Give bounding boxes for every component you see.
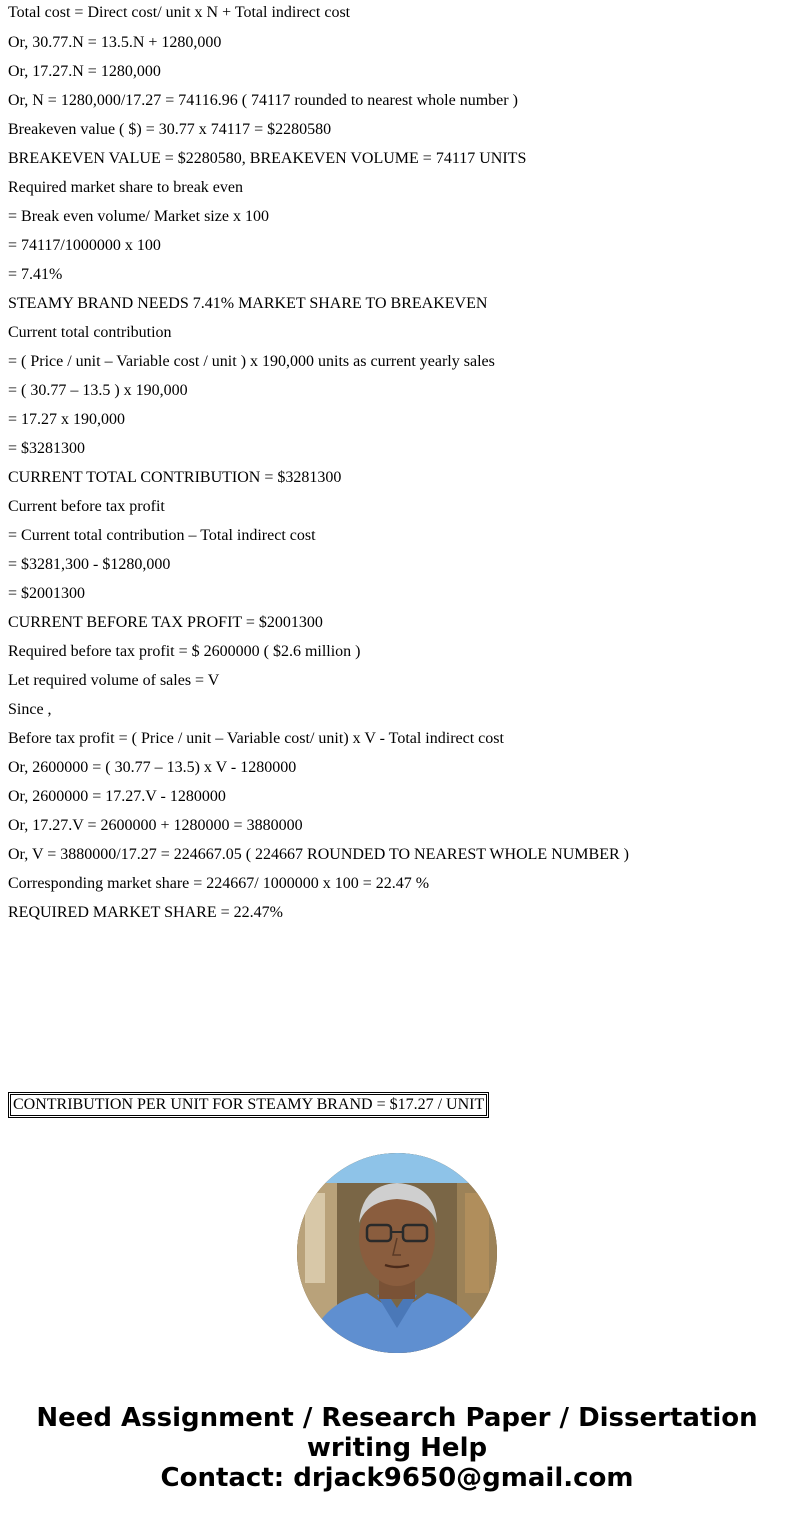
solution-line: Since , [8,701,52,718]
solution-line: Required before tax profit = $ 2600000 ( $2.6 million ) [8,643,361,660]
solution-line: CURRENT TOTAL CONTRIBUTION = $3281300 [8,469,342,486]
solution-line: = $2001300 [8,585,86,602]
promo-contact: Contact: drjack9650@gmail.com [160,1463,634,1493]
solution-line: Current total contribution [8,324,172,341]
solution-line: Total cost = Direct cost/ unit x N + Total indirect cost [8,4,351,21]
solution-line: CURRENT BEFORE TAX PROFIT = $2001300 [8,614,323,631]
solution-line: = ( 30.77 – 13.5 ) x 190,000 [8,382,188,399]
solution-line: Or, 2600000 = ( 30.77 – 13.5) x V - 1280000 [8,759,297,776]
solution-line: Or, V = 3880000/17.27 = 224667.05 ( 224667 ROUNDED TO NEAREST WHOLE NUMBER ) [8,846,629,863]
solution-text [8,0,788,928]
promo-line-2: writing Help [306,1433,488,1463]
solution-line: = Break even volume/ Market size x 100 [8,208,269,225]
solution-line: = 7.41% [8,266,63,283]
answer-box-text: CONTRIBUTION PER UNIT FOR STEAMY BRAND = $17.27 / UNIT [10,1094,487,1116]
solution-line: = 17.27 x 190,000 [8,411,126,428]
solution-line: Or, 2600000 = 17.27.V - 1280000 [8,788,226,805]
solution-line: Or, 30.77.N = 13.5.N + 1280,000 [8,34,222,51]
promo-footer [0,1403,794,1493]
promo-line-1: Need Assignment / Research Paper / Dissertation [36,1403,758,1433]
solution-line: STEAMY BRAND NEEDS 7.41% MARKET SHARE TO BREAKEVEN [8,295,488,312]
solution-line: = ( Price / unit – Variable cost / unit ) x 190,000 units as current yearly sales [8,353,495,370]
solution-line: Breakeven value ( $) = 30.77 x 74117 = $2280580 [8,121,332,138]
solution-line: = $3281300 [8,440,86,457]
solution-line: Before tax profit = ( Price / unit – Variable cost/ unit) x V - Total indirect cost [8,730,504,747]
solution-line: Let required volume of sales = V [8,672,220,689]
solution-line: REQUIRED MARKET SHARE = 22.47% [8,904,283,921]
solution-line: = Current total contribution – Total indirect cost [8,527,316,544]
solution-line: Corresponding market share = 224667/ 1000000 x 100 = 22.47 % [8,875,430,892]
author-avatar [297,1153,497,1353]
solution-line: Current before tax profit [8,498,165,515]
answer-box [8,1092,489,1118]
solution-line: Required market share to break even [8,179,244,196]
solution-line: = 74117/1000000 x 100 [8,237,161,254]
solution-line: Or, N = 1280,000/17.27 = 74116.96 ( 74117 rounded to nearest whole number ) [8,92,518,109]
solution-line: Or, 17.27.N = 1280,000 [8,63,161,80]
solution-line: = $3281,300 - $1280,000 [8,556,171,573]
solution-line: BREAKEVEN VALUE = $2280580, BREAKEVEN VOLUME = 74117 UNITS [8,150,527,167]
solution-line: Or, 17.27.V = 2600000 + 1280000 = 3880000 [8,817,303,834]
